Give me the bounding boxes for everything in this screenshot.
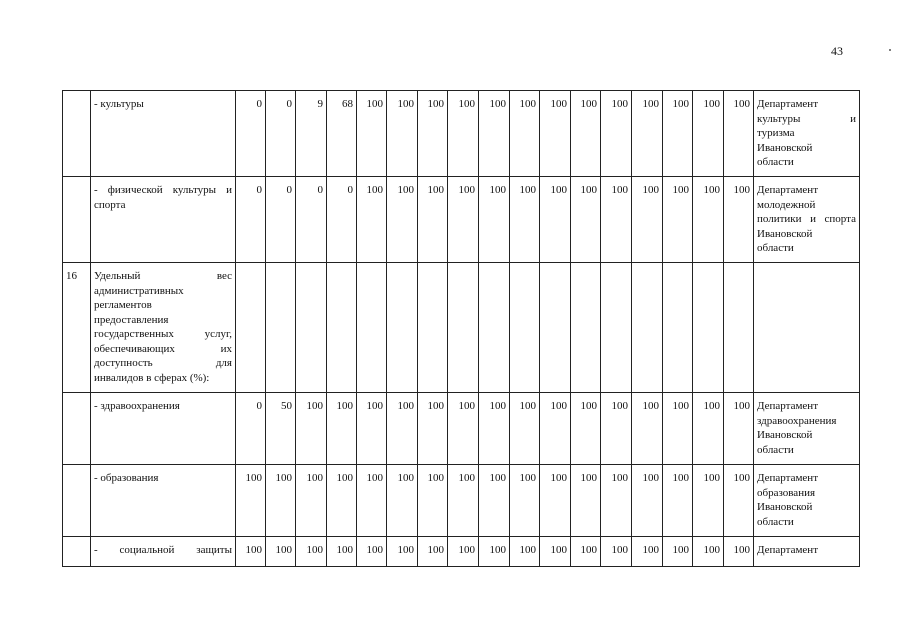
row-number (63, 177, 91, 263)
value-cell: 100 (296, 537, 327, 567)
value-cell: 0 (327, 177, 357, 263)
value-cell: 100 (663, 393, 693, 465)
value-cell: 100 (571, 91, 601, 177)
value-cell: 100 (540, 177, 571, 263)
value-cell: 100 (571, 537, 601, 567)
value-cell: 100 (448, 465, 479, 537)
department-line: Департамент (757, 184, 819, 196)
value-cell: 0 (236, 91, 266, 177)
value-cell: 100 (448, 177, 479, 263)
value-cell: 100 (601, 537, 632, 567)
value-cell: 100 (510, 537, 540, 567)
value-cell: 100 (693, 465, 724, 537)
value-cell (236, 263, 266, 393)
value-cell: 100 (693, 91, 724, 177)
value-cell: 100 (327, 465, 357, 537)
value-cell: 100 (418, 91, 448, 177)
department-line: Департамент (757, 98, 819, 110)
value-cell: 100 (448, 393, 479, 465)
value-cell: 100 (448, 537, 479, 567)
value-cell: 100 (693, 537, 724, 567)
row-number (63, 393, 91, 465)
value-cell: 100 (601, 177, 632, 263)
value-cell: 9 (296, 91, 327, 177)
indicator-name-line: предоставления (94, 313, 169, 326)
value-cell: 100 (540, 393, 571, 465)
value-cell: 100 (601, 393, 632, 465)
value-cell: 100 (479, 91, 510, 177)
department-line: Ивановской (757, 227, 813, 240)
value-cell (479, 263, 510, 393)
indicator-name-line: регламентов (94, 299, 152, 311)
scan-speck (889, 49, 891, 51)
value-cell: 0 (236, 393, 266, 465)
indicator-name-line: спорта (94, 198, 126, 211)
value-cell: 100 (571, 465, 601, 537)
value-cell (418, 263, 448, 393)
table-row (63, 91, 860, 177)
department-line: области (757, 242, 794, 254)
indicator-name-line: инвалидов в сферах (%): (94, 371, 210, 384)
value-cell (663, 263, 693, 393)
responsible-department (754, 465, 860, 537)
value-cell: 100 (571, 177, 601, 263)
value-cell (266, 263, 296, 393)
value-cell: 100 (357, 537, 387, 567)
table-row (63, 465, 860, 537)
table-row (63, 537, 860, 567)
indicator-name-line: - здравоохранения (94, 400, 180, 412)
value-cell: 100 (266, 537, 296, 567)
department-line: Ивановской (757, 501, 813, 513)
indicator-name-line: - культуры (94, 98, 144, 110)
value-cell (693, 263, 724, 393)
department-line: области (757, 515, 794, 528)
indicator-name (91, 263, 236, 393)
value-cell: 100 (693, 393, 724, 465)
value-cell: 0 (266, 91, 296, 177)
value-cell: 100 (632, 465, 663, 537)
value-cell (327, 263, 357, 393)
value-cell (510, 263, 540, 393)
indicator-name-line: - образования (94, 472, 159, 484)
value-cell (724, 263, 754, 393)
value-cell (571, 263, 601, 393)
value-cell: 100 (296, 465, 327, 537)
value-cell: 100 (540, 465, 571, 537)
value-cell: 100 (663, 177, 693, 263)
responsible-department (754, 393, 860, 465)
row-number (63, 91, 91, 177)
value-cell: 100 (632, 91, 663, 177)
row-number (63, 537, 91, 567)
value-cell: 100 (601, 465, 632, 537)
indicators-table (62, 90, 860, 567)
value-cell: 100 (479, 393, 510, 465)
value-cell (540, 263, 571, 393)
indicator-name-line: доступность для (94, 357, 232, 369)
indicator-name (91, 177, 236, 263)
value-cell: 100 (632, 393, 663, 465)
value-cell: 0 (266, 177, 296, 263)
indicator-name-line: - социальной защиты (94, 544, 232, 556)
value-cell: 100 (327, 537, 357, 567)
department-line: Ивановской (757, 429, 813, 441)
value-cell: 100 (387, 537, 418, 567)
value-cell (448, 263, 479, 393)
value-cell: 100 (540, 91, 571, 177)
value-cell: 100 (724, 91, 754, 177)
value-cell: 100 (632, 177, 663, 263)
table-row (63, 177, 860, 263)
value-cell: 100 (571, 393, 601, 465)
indicator-name-line: обеспечивающих их (94, 342, 232, 355)
value-cell: 100 (327, 393, 357, 465)
indicator-name-line: - физической культуры и (94, 184, 232, 196)
value-cell: 68 (327, 91, 357, 177)
responsible-department (754, 91, 860, 177)
department-line: Департамент (757, 472, 819, 484)
value-cell: 100 (357, 465, 387, 537)
value-cell: 100 (236, 537, 266, 567)
responsible-department (754, 177, 860, 263)
value-cell (632, 263, 663, 393)
table-row (63, 393, 860, 465)
value-cell: 100 (387, 465, 418, 537)
value-cell (357, 263, 387, 393)
department-line: Департамент (757, 544, 819, 556)
value-cell: 100 (663, 537, 693, 567)
value-cell: 100 (724, 393, 754, 465)
value-cell: 100 (418, 465, 448, 537)
value-cell: 100 (479, 177, 510, 263)
value-cell: 100 (693, 177, 724, 263)
value-cell: 0 (296, 177, 327, 263)
responsible-department (754, 263, 860, 393)
value-cell: 100 (387, 393, 418, 465)
value-cell: 100 (663, 465, 693, 537)
value-cell: 50 (266, 393, 296, 465)
department-line: политики и спорта (757, 213, 856, 225)
value-cell (296, 263, 327, 393)
value-cell: 100 (663, 91, 693, 177)
indicator-name-line: Удельный вес (94, 270, 232, 282)
department-line: области (757, 443, 794, 456)
value-cell: 100 (632, 537, 663, 567)
value-cell: 100 (418, 177, 448, 263)
page-number: 43 (831, 44, 843, 58)
department-line: области (757, 156, 794, 168)
value-cell: 100 (479, 537, 510, 567)
responsible-department (754, 537, 860, 567)
department-line: Ивановской (757, 141, 813, 154)
value-cell: 100 (266, 465, 296, 537)
value-cell: 100 (387, 91, 418, 177)
value-cell: 0 (236, 177, 266, 263)
value-cell: 100 (418, 393, 448, 465)
value-cell: 100 (448, 91, 479, 177)
indicator-name (91, 465, 236, 537)
department-line: туризма (757, 127, 795, 139)
department-line: здравоохранения (757, 414, 837, 427)
value-cell: 100 (510, 393, 540, 465)
value-cell (601, 263, 632, 393)
department-line: образования (757, 486, 816, 499)
indicator-name (91, 537, 236, 567)
value-cell: 100 (418, 537, 448, 567)
department-line: молодежной (757, 198, 816, 211)
value-cell: 100 (724, 177, 754, 263)
department-line: культуры и (757, 112, 856, 125)
value-cell: 100 (296, 393, 327, 465)
value-cell: 100 (510, 91, 540, 177)
table-row (63, 263, 860, 393)
department-line: Департамент (757, 400, 819, 412)
value-cell: 100 (540, 537, 571, 567)
value-cell: 100 (510, 465, 540, 537)
value-cell: 100 (357, 393, 387, 465)
value-cell: 100 (601, 91, 632, 177)
value-cell: 100 (357, 177, 387, 263)
indicator-name-line: административных (94, 284, 184, 297)
value-cell (387, 263, 418, 393)
value-cell: 100 (236, 465, 266, 537)
indicator-name-line: государственных услуг, (94, 328, 232, 340)
indicator-name (91, 91, 236, 177)
value-cell: 100 (387, 177, 418, 263)
row-number (63, 465, 91, 537)
value-cell: 100 (724, 465, 754, 537)
value-cell: 100 (510, 177, 540, 263)
value-cell: 100 (724, 537, 754, 567)
indicator-name (91, 393, 236, 465)
row-number: 16 (63, 263, 91, 393)
value-cell: 100 (357, 91, 387, 177)
value-cell: 100 (479, 465, 510, 537)
